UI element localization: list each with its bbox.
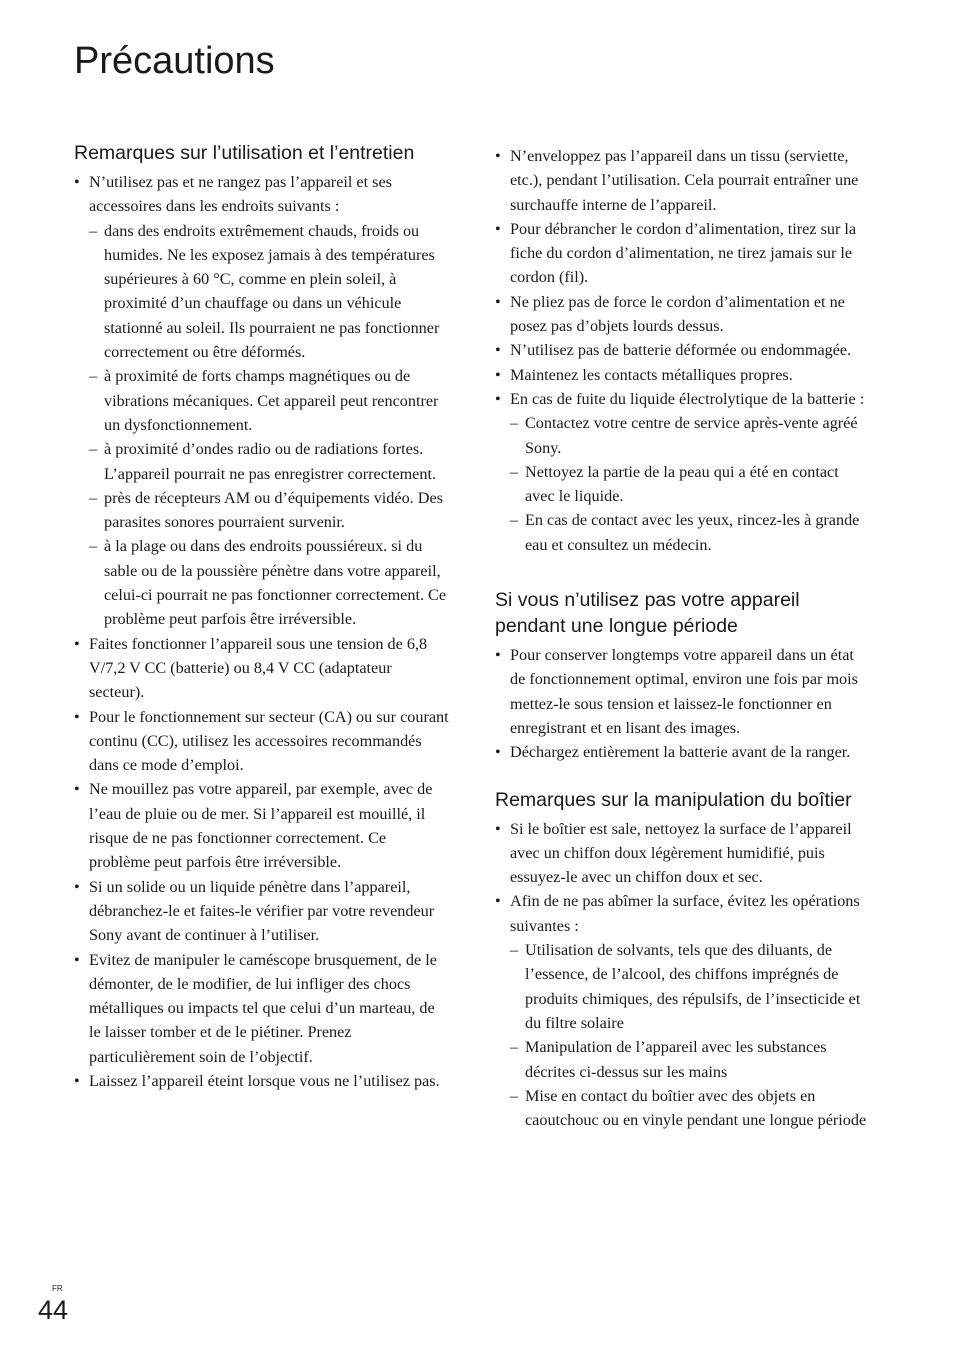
sub-list-item: – En cas de contact avec les yeux, rincez-les à grande eau et consultez un médecin. — [510, 508, 871, 557]
section-title: Remarques sur l’utilisation et l’entretien — [74, 142, 415, 164]
right-column — [495, 140, 871, 1132]
list-item: • Pour le fonctionnement sur secteur (CA) ou sur courant continu (CC), utilisez les accessoires recommandés dans ce mode d’emploi. — [74, 705, 450, 778]
sub-list — [510, 411, 871, 557]
section-long-storage — [495, 587, 871, 764]
section-usage-care-continued — [495, 144, 871, 557]
sub-list-item: – Manipulation de l’appareil avec les substances décrites ci-dessus sur les mains — [510, 1035, 871, 1084]
list-item: • Si un solide ou un liquide pénètre dans l’appareil, débranchez-le et faites-le vérifier par votre revendeur Sony avant de continuer à l’utiliser. — [74, 875, 450, 948]
list-item: • N’enveloppez pas l’appareil dans un tissu (serviette, etc.), pendant l’utilisation. Cela pourrait entraîner une surchauffe interne de l’appareil. — [495, 144, 871, 217]
bullet-list — [74, 170, 450, 1093]
sub-list-item: – Nettoyez la partie de la peau qui a été en contact avec le liquide. — [510, 460, 871, 509]
sub-list-item: – Mise en contact du boîtier avec des objets en caoutchouc ou en vinyle pendant une longue période — [510, 1084, 871, 1133]
language-code: FR — [52, 1284, 63, 1293]
list-item: • Ne mouillez pas votre appareil, par exemple, avec de l’eau de pluie ou de mer. Si l’appareil est mouillé, il risque de ne pas fonctionner correctement. Ce problème peut parfois être irréversible. — [74, 777, 450, 874]
sub-list — [89, 219, 450, 632]
list-item: • Si le boîtier est sale, nettoyez la surface de l’appareil avec un chiffon doux légèrement humidifié, puis essuyez-le avec un chiffon doux et sec. — [495, 817, 871, 890]
list-item — [495, 387, 871, 557]
list-item-text: En cas de fuite du liquide électrolytique de la batterie : — [510, 389, 865, 408]
list-item-text: Afin de ne pas abîmer la surface, évitez les opérations suivantes : — [510, 892, 860, 935]
list-item: • Pour conserver longtemps votre appareil dans un état de fonctionnement optimal, environ une fois par mois mettez-le sous tension et laissez-le fonctionner en enregistrant et en lisant des images. — [495, 643, 871, 740]
list-item: • Faites fonctionner l’appareil sous une tension de 6,8 V/7,2 V CC (batterie) ou 8,4 V CC (adaptateur secteur). — [74, 632, 450, 705]
list-item — [74, 170, 450, 632]
list-item: • Pour débrancher le cordon d’alimentation, tirez sur la fiche du cordon d’alimentation, ne tirez jamais sur le cordon (fil). — [495, 217, 871, 290]
list-item — [495, 889, 871, 1132]
page-title: Précautions — [74, 40, 275, 82]
sub-list-item: – dans des endroits extrêmement chauds, froids ou humides. Ne les exposez jamais à des températures supérieures à 60 °C, comme en plein soleil, à proximité d’un chauffage ou dans un véhicule stationné au soleil. Ils pourraient ne pas fonctionner correctement ou être déformés. — [89, 219, 450, 365]
list-item: • Maintenez les contacts métalliques propres. — [495, 363, 871, 387]
page-number: 44 — [38, 1295, 69, 1325]
section-usage-care — [74, 140, 450, 1093]
section-casing-handling — [495, 787, 871, 1133]
sub-list-item: – à la plage ou dans des endroits poussiéreux. si du sable ou de la poussière pénètre dans votre appareil, celui-ci pourrait ne pas fonctionner correctement. Ce problème peut parfois être irréversible. — [89, 534, 450, 631]
list-item: • Evitez de manipuler le caméscope brusquement, de le démonter, de le modifier, de lui infliger des chocs métalliques ou impacts tel que celui d’un marteau, de le laisser tomber et de le piétiner. Prenez particulièrement soin de l’objectif. — [74, 948, 450, 1069]
sub-list-item: – à proximité d’ondes radio ou de radiations fortes. L’appareil pourrait ne pas enregistrer correctement. — [89, 437, 450, 486]
section-title: Remarques sur la manipulation du boîtier — [495, 788, 852, 811]
list-item: • Laissez l’appareil éteint lorsque vous ne l’utilisez pas. — [74, 1069, 450, 1093]
sub-list — [510, 938, 871, 1132]
list-item-text: N’utilisez pas et ne rangez pas l’appareil et ses accessoires dans les endroits suivants : — [89, 173, 392, 216]
sub-list-item: – Utilisation de solvants, tels que des diluants, de l’essence, de l’alcool, des chiffons imprégnés de produits chimiques, des répulsifs, de l’insecticide et du filtre solaire — [510, 938, 871, 1035]
list-item: • N’utilisez pas de batterie déformée ou endommagée. — [495, 338, 871, 362]
list-item: • Déchargez entièrement la batterie avant de la ranger. — [495, 740, 871, 764]
list-item: • Ne pliez pas de force le cordon d’alimentation et ne posez pas d’objets lourds dessus. — [495, 290, 871, 339]
bullet-list — [495, 817, 871, 1133]
sub-list-item: – près de récepteurs AM ou d’équipements vidéo. Des parasites sonores pourraient survenir. — [89, 486, 450, 535]
sub-list-item: – Contactez votre centre de service après-vente agréé Sony. — [510, 411, 871, 460]
sub-list-item: – à proximité de forts champs magnétiques ou de vibrations mécaniques. Cet appareil peut rencontrer un dysfonctionnement. — [89, 364, 450, 437]
section-title: Si vous n’utilisez pas votre appareil pendant une longue période — [495, 589, 800, 638]
bullet-list — [495, 144, 871, 557]
bullet-list — [495, 643, 871, 764]
left-column — [74, 140, 450, 1093]
